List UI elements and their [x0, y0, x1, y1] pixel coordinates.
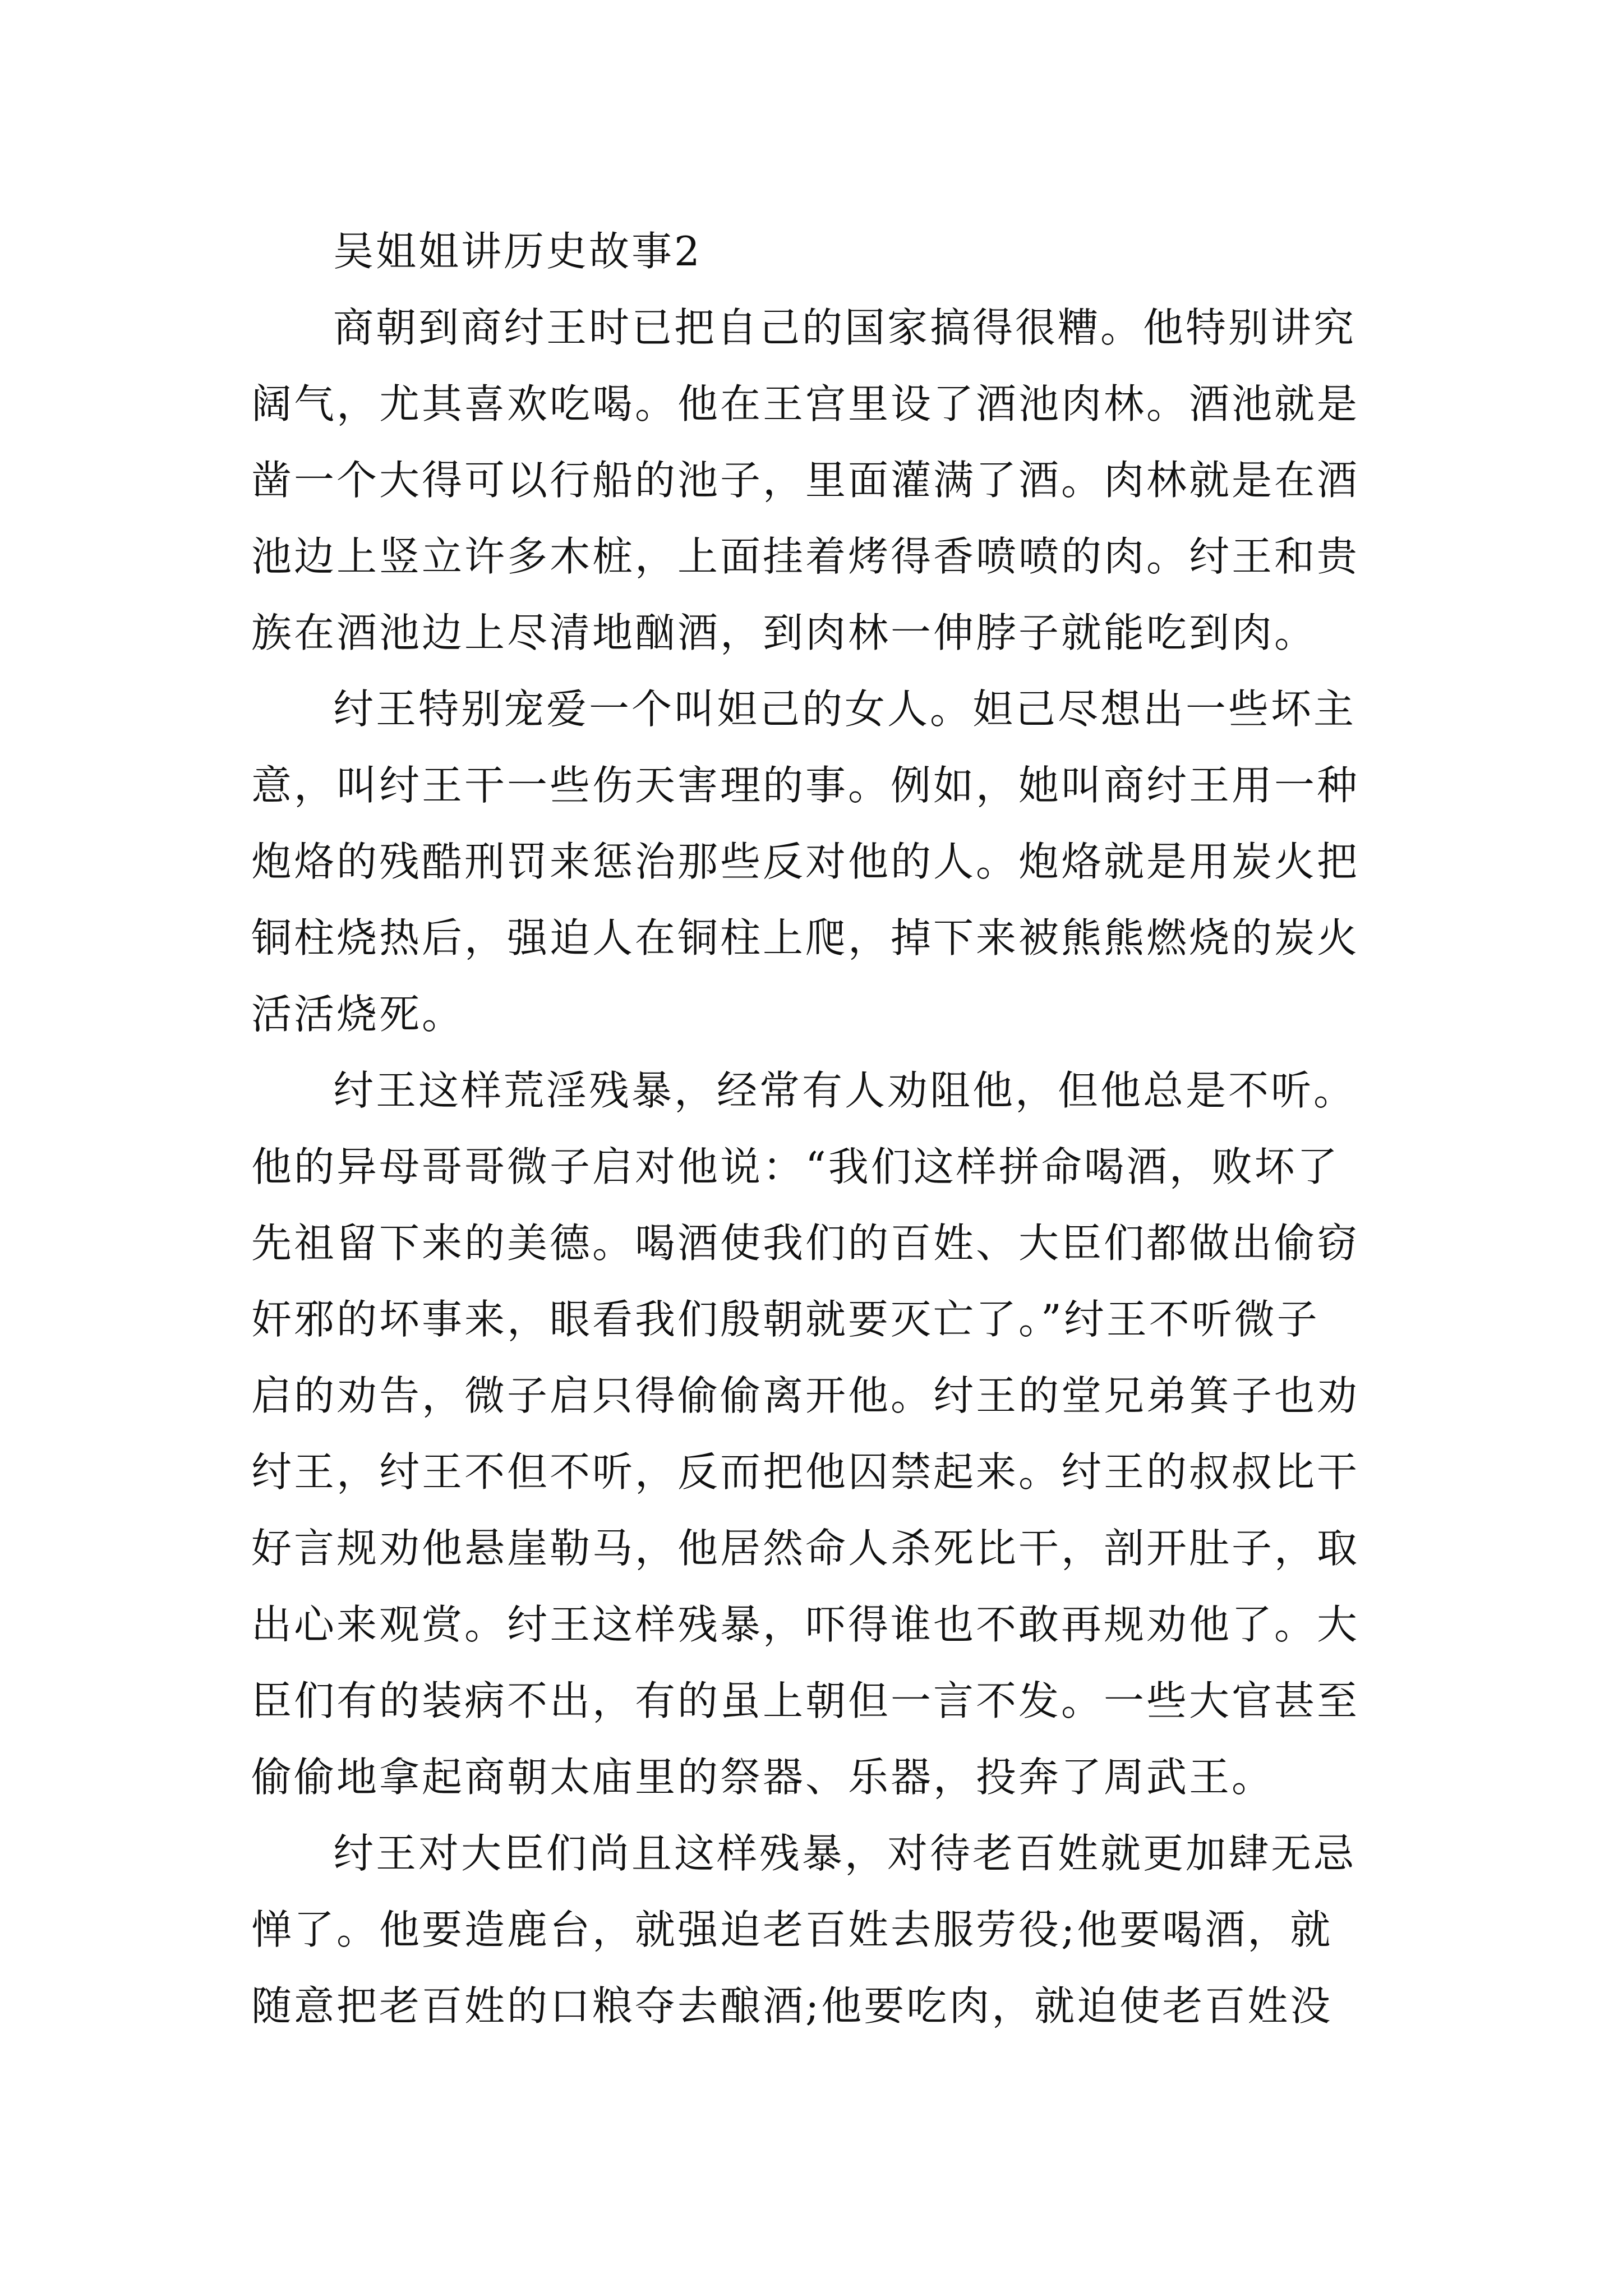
paragraph-1-line-3: 凿一个大得可以行船的池子，里面灌满了酒。肉林就是在酒: [251, 457, 1360, 504]
paragraph-2-line-5: 活活烧死。: [251, 991, 465, 1038]
paragraph-3-line-2: 他的异母哥哥微子启对他说：“我们这样拼命喝酒，败坏了: [251, 1143, 1340, 1190]
paragraph-3-line-1: 纣王这样荒淫残暴，经常有人劝阻他，但他总是不听。: [333, 1067, 1357, 1114]
paragraph-4-line-3: 随意把老百姓的口粮夺去酿酒;他要吃肉，就迫使老百姓没: [251, 1982, 1333, 2030]
paragraph-4-line-2: 惮了。他要造鹿台，就强迫老百姓去服劳役;他要喝酒，就: [251, 1906, 1333, 1953]
paragraph-3-line-3: 先祖留下来的美德。喝酒使我们的百姓、大臣们都做出偷窃: [251, 1220, 1360, 1267]
paragraph-3-line-7: 好言规劝他悬崖勒马，他居然命人杀死比干，剖开肚子，取: [251, 1525, 1360, 1572]
paragraph-2-line-2: 意，叫纣王干一些伤天害理的事。例如，她叫商纣王用一种: [251, 762, 1360, 809]
document-body: [251, 213, 1378, 2044]
document-title: 吴姐姐讲历史故事2: [333, 228, 702, 275]
paragraph-1-line-1: 商朝到商纣王时已把自己的国家搞得很糟。他特别讲究: [333, 304, 1357, 351]
paragraph-2-line-1: 纣王特别宠爱一个叫妲己的女人。妲己尽想出一些坏主: [333, 685, 1357, 733]
paragraph-3-line-10: 偷偷地拿起商朝太庙里的祭器、乐器，投奔了周武王。: [251, 1754, 1275, 1801]
paragraph-1-line-5: 族在酒池边上尽清地酗酒，到肉林一伸脖子就能吃到肉。: [251, 609, 1317, 656]
paragraph-2-line-3: 炮烙的残酷刑罚来惩治那些反对他的人。炮烙就是用炭火把: [251, 838, 1360, 885]
paragraph-2-line-4: 铜柱烧热后，强迫人在铜柱上爬，掉下来被熊熊燃烧的炭火: [251, 914, 1360, 961]
paragraph-3-line-4: 奸邪的坏事来，眼看我们殷朝就要灭亡了。”纣王不听微子: [251, 1296, 1320, 1343]
paragraph-1-line-4: 池边上竖立许多木桩，上面挂着烤得香喷喷的肉。纣王和贵: [251, 533, 1360, 580]
paragraph-3-line-5: 启的劝告，微子启只得偷偷离开他。纣王的堂兄弟箕子也劝: [251, 1372, 1360, 1419]
paragraph-1-line-2: 阔气，尤其喜欢吃喝。他在王宫里设了酒池肉林。酒池就是: [251, 380, 1360, 427]
paragraph-3-line-6: 纣王，纣王不但不听，反而把他囚禁起来。纣王的叔叔比干: [251, 1448, 1360, 1496]
paragraph-4-line-1: 纣王对大臣们尚且这样残暴，对待老百姓就更加肆无忌: [333, 1830, 1357, 1877]
paragraph-3-line-9: 臣们有的装病不出，有的虽上朝但一言不发。一些大官甚至: [251, 1677, 1360, 1724]
paragraph-3-line-8: 出心来观赏。纣王这样残暴，吓得谁也不敢再规劝他了。大: [251, 1601, 1360, 1648]
